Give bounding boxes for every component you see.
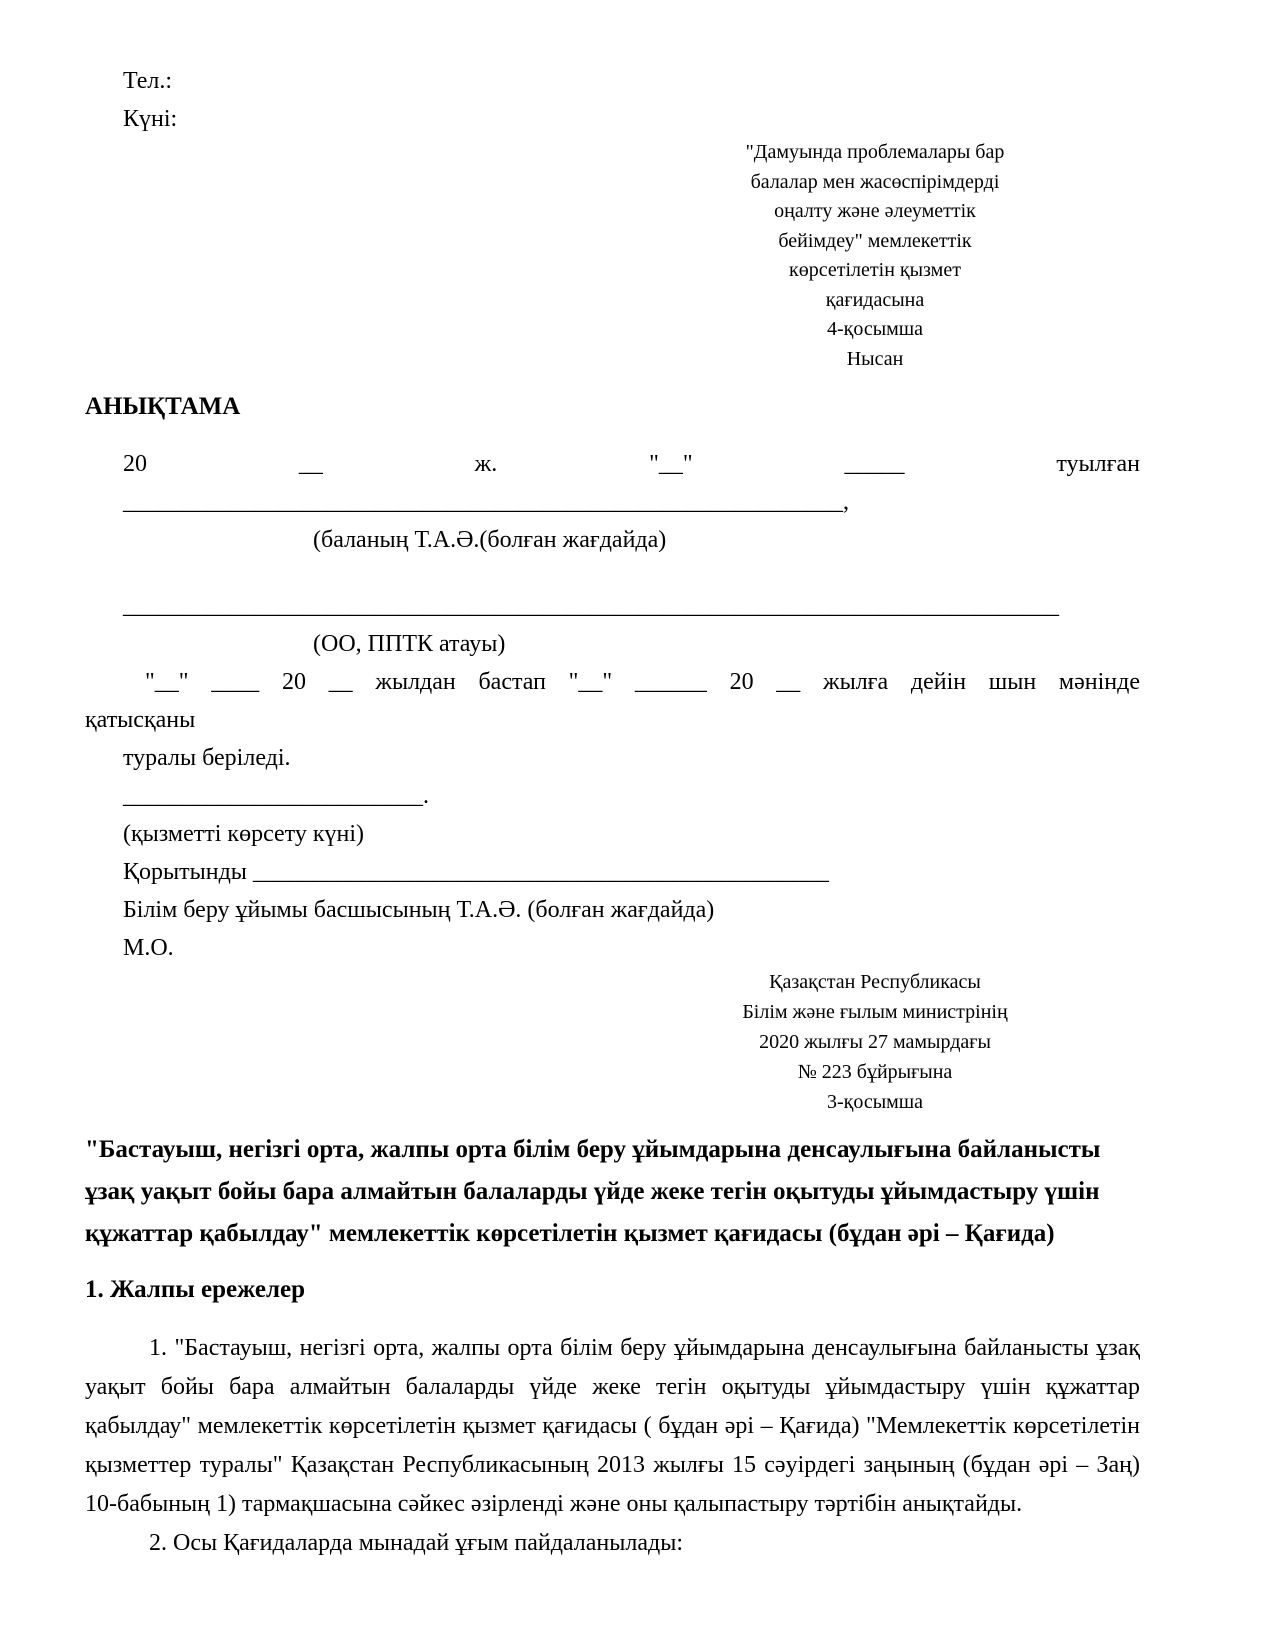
appendix-3-line: № 223 бұйрығына xyxy=(797,1061,953,1083)
appendix-4-line: көрсетілетін қызмет xyxy=(789,259,961,281)
rule-title: "Бастауыш, негізгі орта, жалпы орта білім беру ұйымдарына денсаулығына байланысты ұзақ уақыт бойы бара алмайтын балаларды үйде жеке тегін оқытуды ұйымдастыру үшін құжаттар қабылдау" мемлекеттік көрсетілетін қызмет қағидасы (бұдан әрі – Қағида) xyxy=(85,1136,1107,1247)
service-date-caption: (қызметті көрсету күні) xyxy=(123,821,364,847)
issued-about-line: туралы беріледі. xyxy=(123,745,291,771)
birth-date-fill-line: 20 __ ж. "__" _____ туылған ____________________________________________________________, xyxy=(123,451,1146,515)
appendix-4-line: балалар мен жасөспірімдерді xyxy=(750,170,1000,193)
appendix-3-block xyxy=(610,967,1140,1117)
appendix-4-line: оңалту және әлеуметтік xyxy=(774,200,976,222)
appendix-4-block xyxy=(610,138,1140,374)
attended-word: қатысқаны xyxy=(85,707,196,733)
appendix-4-line: "Дамуында проблемалары бар xyxy=(745,141,1005,163)
section-1-heading: 1. Жалпы ережелер xyxy=(85,1276,306,1303)
appendix-4-line: 4-қосымша xyxy=(826,318,924,340)
appendix-3-line: 3-қосымша xyxy=(826,1091,924,1113)
appendix-3-line: Қазақстан Республикасы xyxy=(769,971,981,993)
stamp-abbreviation: М.О. xyxy=(123,935,174,961)
phone-label: Тел.: xyxy=(123,68,173,94)
appendix-4-line: қағидасына xyxy=(825,288,925,311)
appendix-4-line: бейімдеу" мемлекеттік xyxy=(778,229,972,252)
head-name-line: Білім беру ұйымы басшысының Т.А.Ә. (болған жағдайда) xyxy=(123,897,715,923)
certificate-title: АНЫҚТАМА xyxy=(85,393,241,420)
rule-paragraph-1: 1. "Бастауыш, негізгі орта, жалпы орта білім беру ұйымдарына денсаулығына байланысты ұзақ уақыт бойы бара алмайтын балаларды үйде жеке тегін оқытуды ұйымдастыру үшін құжаттар қабылдау" мемлекеттік көрсетілетін қызмет қағидасы ( бұдан әрі – Қағида) "Мемлекеттік көрсетілетін қызметтер туралы" Қазақстан Республикасының 2013 жылғы 15 сәуірдегі заңының (бұдан әрі – Заң) 10-бабының 1) тармақшасына сәйкес әзірленді және оны қалыпастыру тәртібін анықтайды. xyxy=(85,1335,1146,1517)
service-date-fill-line: _________________________. xyxy=(123,783,429,809)
appendix-4-line: Нысан xyxy=(846,347,904,370)
child-name-caption: (баланың Т.А.Ә.(болған жағдайда) xyxy=(313,527,667,553)
appendix-3-line: Білім және ғылым министрінің xyxy=(742,1001,1008,1023)
organization-fill-line: ______________________________________________________________________________ xyxy=(123,593,1059,619)
attendance-period-line: "__" ____ 20 __ жылдан бастап "__" ______ 20 __ жылға дейін шын мәнінде xyxy=(145,669,1140,695)
spacer xyxy=(85,559,1140,587)
organization-caption: (ОО, ППТК атауы) xyxy=(313,631,506,657)
appendix-3-line: 2020 жылғы 27 мамырдағы xyxy=(759,1031,991,1053)
conclusion-fill-line: Қорытынды ________________________________________________ xyxy=(123,859,829,885)
date-label: Күні: xyxy=(123,106,178,132)
rule-paragraph-2: 2. Осы Қағидаларда мынадай ұғым пайдаланылады: xyxy=(149,1530,684,1556)
